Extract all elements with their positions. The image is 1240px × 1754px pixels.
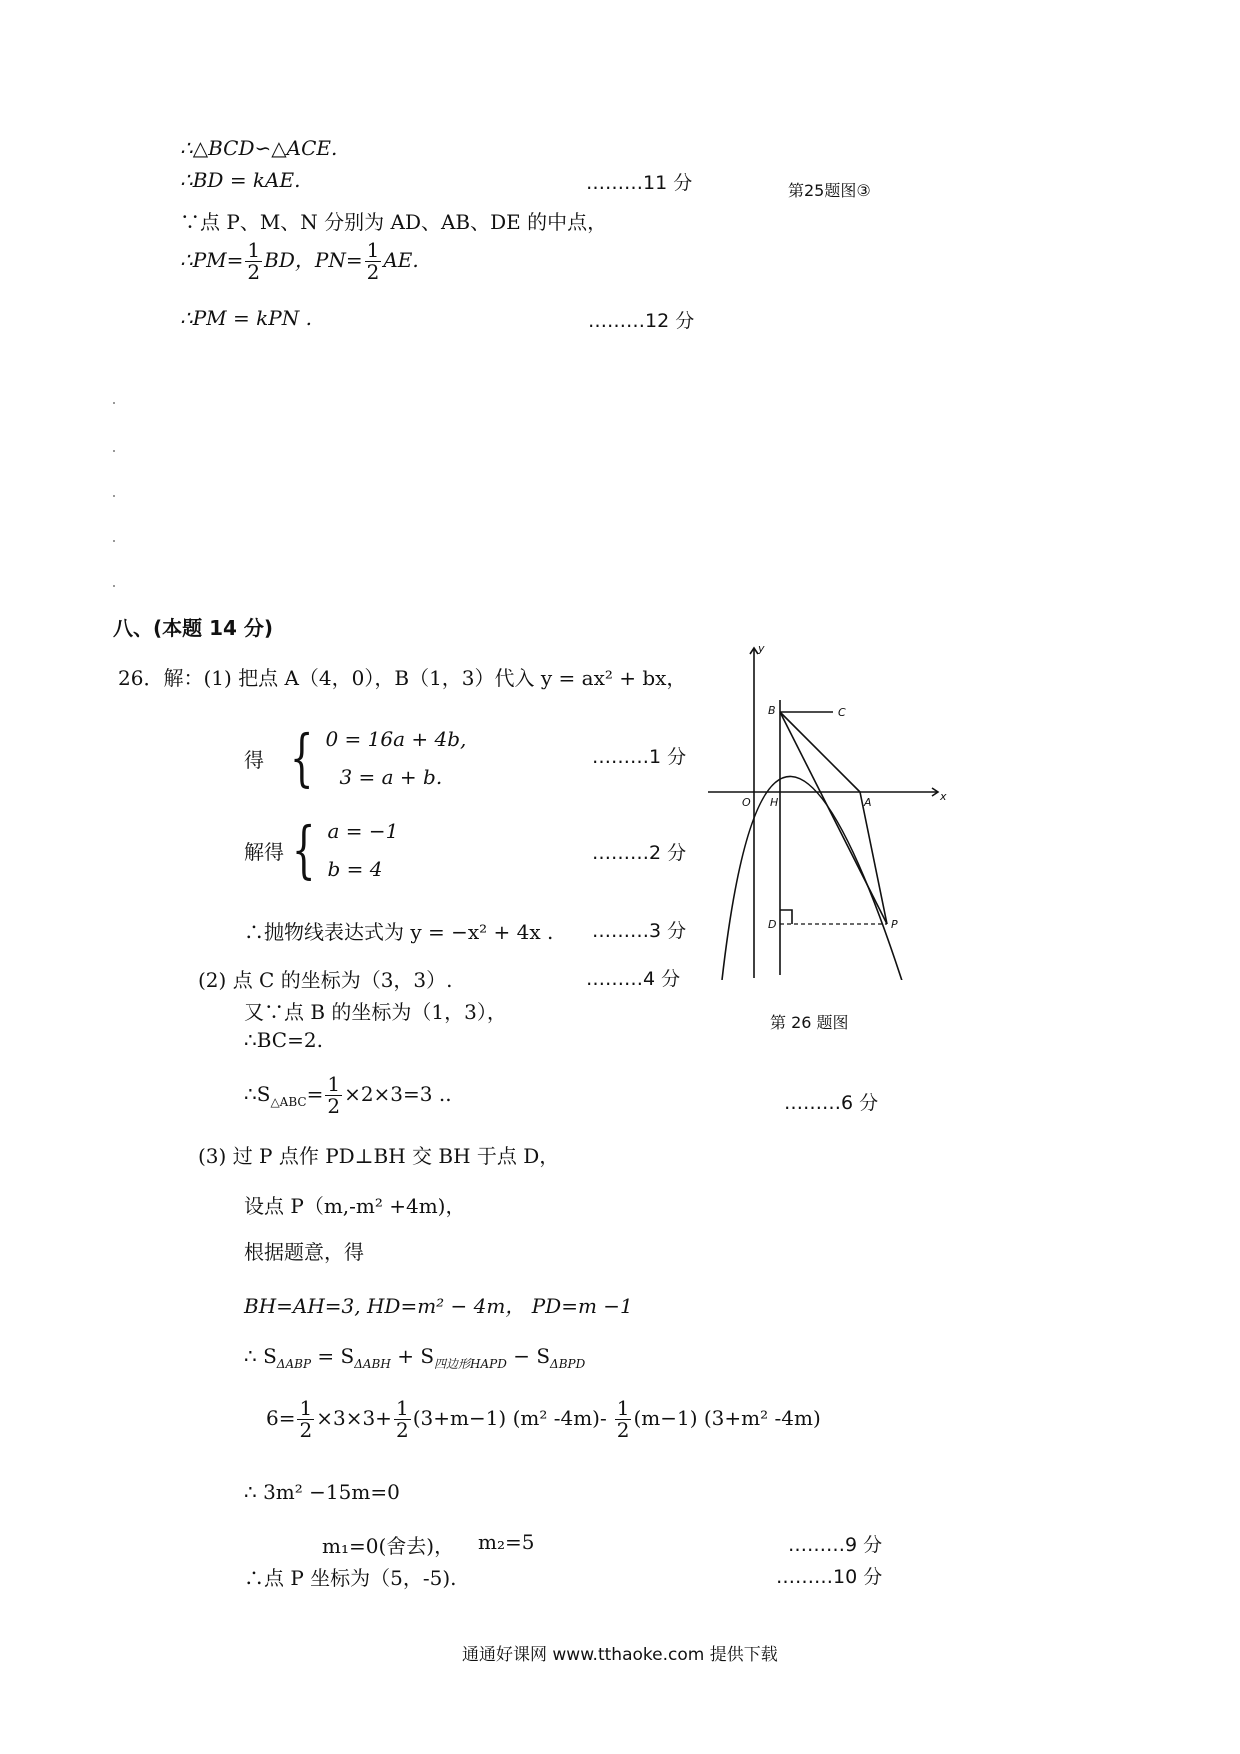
margin-dot <box>113 402 115 404</box>
score-3: ………3 分 <box>592 920 687 942</box>
figure26-diagram <box>700 640 970 980</box>
score-6: ………6 分 <box>784 1092 879 1114</box>
part3-equation: 6= $\frac{1}{2}$ ×3×3+ $\frac{1}{2}$ (3+m−1) (m² -4m)- $\frac{1}{2}$ (m−1) (3+m² -4m) <box>266 1396 821 1442</box>
fraction-half: $\frac{1}{2}$ <box>299 1396 313 1442</box>
part2-area: $\therefore S_{\triangle ABC}=$ $\frac{1}{2}$ ×2×3=3 .. <box>244 1072 452 1118</box>
q26-intro: 26．解：(1) 把点 A（4，0），B（1，3）代入 y = ax² + bx， <box>118 666 687 690</box>
part3-quadratic: ∴ 3m² −15m=0 <box>244 1480 400 1504</box>
equation-system-1 <box>244 720 466 796</box>
label-jiede: 解得 <box>244 839 284 864</box>
label-a: A <box>864 796 872 809</box>
fraction-half: $\frac{1}{2}$ <box>247 238 261 284</box>
score-9: ………9 分 <box>788 1534 883 1556</box>
score-4: ………4 分 <box>586 968 681 990</box>
margin-dot <box>113 585 115 587</box>
proof-line-bd: ∴BD = kAE. <box>180 168 301 192</box>
proof-line-pm-pn: ∴PM= $\frac{1}{2}$ BD，PN= $\frac{1}{2}$ AE. <box>180 238 419 284</box>
score-12: ………12 分 <box>588 310 695 332</box>
part2-line3: ∴BC=2. <box>244 1028 323 1052</box>
right-angle-mark <box>780 910 792 924</box>
part3-line4: BH=AH=3, HD=m² − 4m， PD=m −1 <box>244 1294 633 1318</box>
part3-roots-2: m₂=5 <box>478 1530 535 1554</box>
score-11: ………11 分 <box>586 172 693 194</box>
part2-line1: (2) 点 C 的坐标为（3，3）. <box>198 968 453 992</box>
left-brace: { <box>289 721 314 794</box>
score-1: ………1 分 <box>592 746 687 768</box>
fraction-half: $\frac{1}{2}$ <box>395 1396 409 1442</box>
fraction-half: $\frac{1}{2}$ <box>616 1396 630 1442</box>
label-c: C <box>838 706 846 719</box>
proof-line-midpoints: ∵点 P、M、N 分别为 AD、AB、DE 的中点， <box>180 210 608 234</box>
part3-roots-1: m₁=0(舍去)， <box>322 1534 455 1558</box>
margin-dot <box>113 450 115 452</box>
label-de: 得 <box>244 747 264 772</box>
score-10: ………10 分 <box>776 1566 883 1588</box>
part3-area-decomposition: ∴ $S_{\Delta ABP} = S_{\Delta ABH} + S_{四边形HAPD} - S_{\Delta BPD}$ <box>244 1344 586 1371</box>
fraction-half: $\frac{1}{2}$ <box>366 238 380 284</box>
label-y: y <box>758 642 765 655</box>
section-heading: 八、(本题 14 分) <box>113 616 274 640</box>
left-brace: { <box>291 813 316 886</box>
segment-ba <box>780 712 860 792</box>
part3-line2: 设点 P（m,-m² +4m)， <box>244 1194 466 1218</box>
part3-line1: (3) 过 P 点作 PD⊥BH 交 BH 于点 D， <box>198 1144 560 1168</box>
margin-dot <box>113 540 115 542</box>
system-line: 3 = a + b. <box>339 765 443 789</box>
system-line: 0 = 16a + 4b, <box>325 727 467 751</box>
system-line: b = 4 <box>327 857 383 881</box>
segment-ap <box>860 792 887 924</box>
part3-line3: 根据题意，得 <box>244 1240 364 1264</box>
segment-bp <box>780 712 887 924</box>
label-o: O <box>742 796 751 809</box>
label-x: x <box>940 790 947 803</box>
score-2: ………2 分 <box>592 842 687 864</box>
fraction-half: $\frac{1}{2}$ <box>327 1072 341 1118</box>
proof-line-pm-kpn: ∴PM = kPN . <box>180 306 312 330</box>
parabola-expression: ∴抛物线表达式为 y = −x² + 4x . <box>244 920 554 944</box>
label-b: B <box>768 704 776 717</box>
margin-dot <box>113 495 115 497</box>
label-p: P <box>891 918 898 931</box>
label-h: H <box>770 796 779 809</box>
proof-line-similar: ∴△BCD∽△ACE. <box>180 136 338 160</box>
label-d: D <box>768 918 777 931</box>
part3-result: ∴点 P 坐标为（5，-5). <box>244 1566 457 1590</box>
part2-line2: 又∵点 B 的坐标为（1，3）， <box>244 1000 507 1024</box>
figure25-caption: 第25题图③ <box>788 181 871 200</box>
page-footer: 通通好课网 www.tthaoke.com 提供下载 <box>462 1645 778 1665</box>
figure26-caption: 第 26 题图 <box>770 1013 849 1032</box>
system-line: a = −1 <box>327 819 399 843</box>
equation-system-2 <box>244 812 398 888</box>
